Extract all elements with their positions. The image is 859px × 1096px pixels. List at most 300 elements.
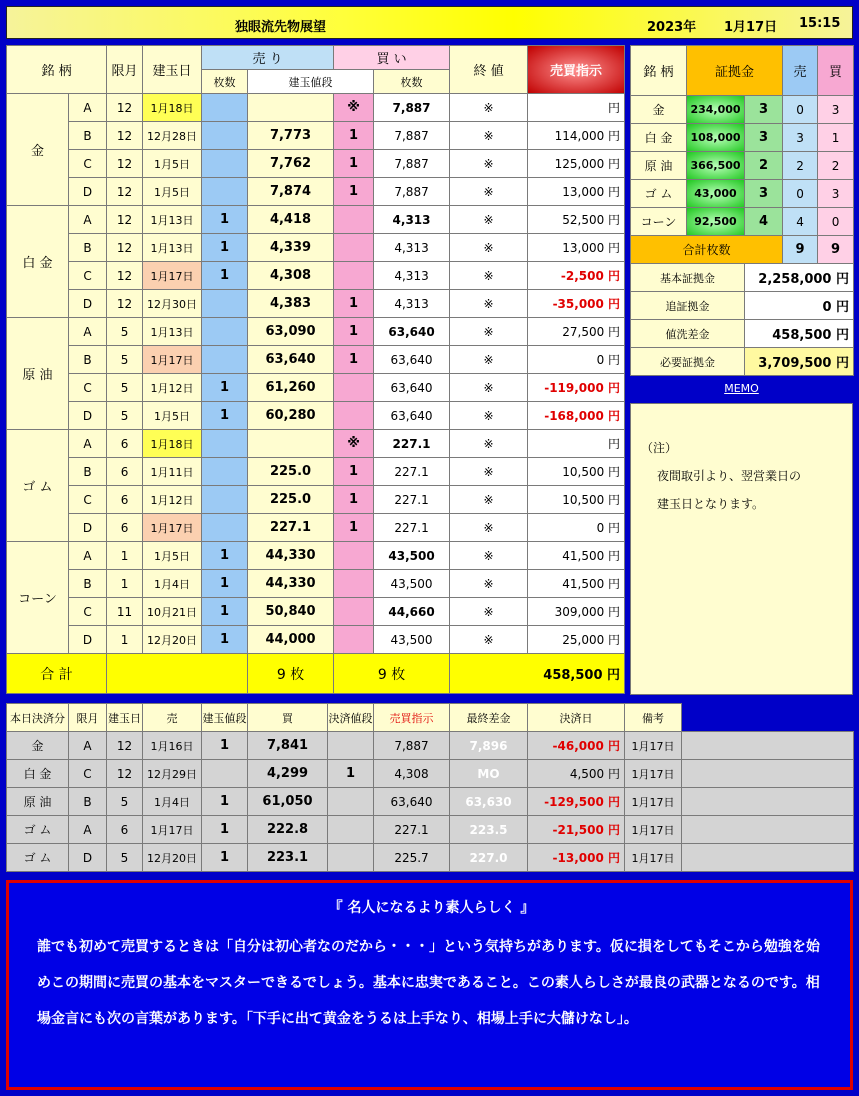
settle-col: 建玉値段	[202, 704, 248, 732]
series-cell: C	[69, 262, 107, 290]
sell-count-cell	[202, 346, 248, 374]
settle-row	[7, 760, 854, 788]
series-cell: C	[69, 150, 107, 178]
close-cell: 4,313	[374, 290, 450, 318]
month-cell: 5	[107, 402, 143, 430]
diff-cell: -35,000 円	[528, 290, 625, 318]
diff-cell: 10,500 円	[528, 458, 625, 486]
settle-day: 1月17日	[625, 732, 682, 760]
instruction-cell: ※	[450, 234, 528, 262]
instruction-cell: ※	[450, 262, 528, 290]
diff-cell: 25,000 円	[528, 626, 625, 654]
settle-close: 225.7	[374, 844, 450, 872]
margin-row	[631, 96, 854, 124]
settle-col: 決済日	[528, 704, 625, 732]
settle-buy	[328, 788, 374, 816]
summary-value: 2,258,000 円	[745, 264, 854, 292]
position-row	[7, 346, 625, 374]
side-col-sell: 売	[783, 46, 818, 96]
settle-close: 63,640	[374, 788, 450, 816]
date-cell: 1月11日	[143, 458, 202, 486]
entry-price-cell: 61,260	[248, 374, 334, 402]
position-row	[7, 150, 625, 178]
date-cell: 1月12日	[143, 374, 202, 402]
series-cell: D	[69, 178, 107, 206]
close-cell: 227.1	[374, 514, 450, 542]
group-name: 白 金	[7, 206, 69, 318]
margin-name: コーン	[631, 208, 687, 236]
col-instruction: 売買指示	[528, 46, 625, 94]
message-box	[6, 880, 853, 1090]
sell-count-cell	[202, 94, 248, 122]
diff-cell: 41,500 円	[528, 542, 625, 570]
settle-col: 本日決済分	[7, 704, 69, 732]
buy-count-cell	[334, 262, 374, 290]
buy-count-cell: 1	[334, 486, 374, 514]
instruction-cell: ※	[450, 430, 528, 458]
date-cell: 1月17日	[143, 346, 202, 374]
close-cell: 63,640	[374, 346, 450, 374]
group-name: コーン	[7, 542, 69, 654]
sell-count-cell: 1	[202, 234, 248, 262]
sell-count-cell	[202, 458, 248, 486]
margin-buy: 3	[818, 180, 854, 208]
entry-price-cell: 44,000	[248, 626, 334, 654]
margin-buy: 0	[818, 208, 854, 236]
month-cell: 1	[107, 542, 143, 570]
series-cell: C	[69, 374, 107, 402]
sell-count-cell	[202, 318, 248, 346]
margin-name: ゴ ム	[631, 180, 687, 208]
margin-count: 4	[745, 208, 783, 236]
summary-value: 3,709,500 円	[745, 348, 854, 376]
instruction-cell: ※	[450, 486, 528, 514]
page-title: 独眼流先物展望	[235, 20, 327, 35]
date-cell: 1月18日	[143, 94, 202, 122]
sell-count-cell	[202, 122, 248, 150]
margin-buy: 1	[818, 124, 854, 152]
settle-close: 4,308	[374, 760, 450, 788]
diff-cell: 0 円	[528, 514, 625, 542]
sell-count-cell: 1	[202, 262, 248, 290]
position-row	[7, 542, 625, 570]
settle-instruction: MO	[450, 760, 528, 788]
diff-cell: 0 円	[528, 346, 625, 374]
buy-count-cell: 1	[334, 122, 374, 150]
settle-col: 決済値段	[328, 704, 374, 732]
positions-table	[6, 45, 625, 694]
margin-sell: 0	[783, 96, 818, 124]
position-row	[7, 234, 625, 262]
month-cell: 5	[107, 346, 143, 374]
summary-value: 458,500 円	[745, 320, 854, 348]
series-cell: C	[69, 486, 107, 514]
series-cell: A	[69, 206, 107, 234]
entry-price-cell: 44,330	[248, 542, 334, 570]
sell-count-cell: 1	[202, 206, 248, 234]
month-cell: 12	[107, 206, 143, 234]
series-cell: B	[69, 122, 107, 150]
summary-row	[631, 320, 854, 348]
instruction-cell: ※	[450, 178, 528, 206]
settle-buy	[328, 844, 374, 872]
settle-row	[7, 732, 854, 760]
instruction-cell: ※	[450, 458, 528, 486]
diff-cell: 円	[528, 94, 625, 122]
instruction-cell: ※	[450, 598, 528, 626]
date-cell: 1月4日	[143, 570, 202, 598]
total-buy: 9 枚	[334, 654, 450, 694]
position-row	[7, 430, 625, 458]
entry-price-cell: 7,762	[248, 150, 334, 178]
settle-price: 223.1	[248, 844, 328, 872]
settle-day: 1月17日	[625, 788, 682, 816]
settle-month: 12	[107, 760, 143, 788]
memo-line: 建玉日となります。	[657, 497, 765, 511]
buy-count-cell: ※	[334, 94, 374, 122]
settle-price: 61,050	[248, 788, 328, 816]
settle-col: 建玉日	[107, 704, 143, 732]
settle-col: 備考	[625, 704, 682, 732]
total-count-buy: 9	[818, 236, 854, 264]
diff-cell: -2,500 円	[528, 262, 625, 290]
settle-col: 売買指示	[374, 704, 450, 732]
margin-sell: 0	[783, 180, 818, 208]
series-cell: B	[69, 346, 107, 374]
date-cell: 1月13日	[143, 234, 202, 262]
total-label: 合 計	[7, 654, 107, 694]
margin-row	[631, 180, 854, 208]
entry-price-cell: 4,418	[248, 206, 334, 234]
side-col-buy: 買	[818, 46, 854, 96]
date-cell: 1月13日	[143, 318, 202, 346]
col-buy: 買 い	[334, 46, 450, 70]
settle-series: B	[69, 788, 107, 816]
settle-month: 12	[107, 732, 143, 760]
close-cell: 43,500	[374, 542, 450, 570]
buy-count-cell: 1	[334, 514, 374, 542]
close-cell: 43,500	[374, 626, 450, 654]
instruction-cell: ※	[450, 318, 528, 346]
total-diff: 458,500 円	[450, 654, 625, 694]
col-buy-count: 枚数	[374, 70, 450, 94]
month-cell: 1	[107, 570, 143, 598]
position-row	[7, 94, 625, 122]
buy-count-cell	[334, 570, 374, 598]
settle-col: 買	[248, 704, 328, 732]
settle-day: 1月17日	[625, 816, 682, 844]
buy-count-cell: 1	[334, 318, 374, 346]
month-cell: 6	[107, 458, 143, 486]
close-cell: 4,313	[374, 234, 450, 262]
margin-count: 2	[745, 152, 783, 180]
entry-price-cell: 63,640	[248, 346, 334, 374]
series-cell: A	[69, 430, 107, 458]
close-cell: 7,887	[374, 122, 450, 150]
position-row	[7, 570, 625, 598]
instruction-cell: ※	[450, 150, 528, 178]
instruction-cell: ※	[450, 402, 528, 430]
instruction-cell: ※	[450, 374, 528, 402]
settle-col: 限月	[69, 704, 107, 732]
total-sell: 9 枚	[248, 654, 334, 694]
entry-price-cell: 60,280	[248, 402, 334, 430]
position-row	[7, 374, 625, 402]
entry-price-cell: 4,308	[248, 262, 334, 290]
sell-count-cell	[202, 150, 248, 178]
series-cell: B	[69, 234, 107, 262]
margin-value: 43,000	[687, 180, 745, 208]
message-body: 誰でも初めて売買するときは「自分は初心者なのだから・・・」という気持ちがあります。仮に損をしてもそこから勉強を始めこの期間に売買の基本をマスターできるでしょう。基本に忠実であること。この素人らしさが最良の武器となるのです。相場金言にも次の言葉があります。「下手に出て黄金をうるは上手なり、相場上手に大儲けなし」。	[37, 939, 820, 1027]
instruction-cell: ※	[450, 626, 528, 654]
settle-day: 1月17日	[625, 844, 682, 872]
position-row	[7, 262, 625, 290]
margin-sell: 3	[783, 124, 818, 152]
entry-price-cell	[248, 430, 334, 458]
date-cell: 1月5日	[143, 542, 202, 570]
summary-row	[631, 264, 854, 292]
series-cell: D	[69, 626, 107, 654]
margin-buy: 3	[818, 96, 854, 124]
diff-cell: 27,500 円	[528, 318, 625, 346]
margin-row	[631, 124, 854, 152]
settle-diff: 4,500 円	[528, 760, 625, 788]
series-cell: D	[69, 402, 107, 430]
sell-count-cell	[202, 430, 248, 458]
memo-box	[630, 403, 853, 695]
settle-buy	[328, 732, 374, 760]
summary-label: 必要証拠金	[631, 348, 745, 376]
summary-label: 追証拠金	[631, 292, 745, 320]
entry-price-cell	[248, 94, 334, 122]
settle-row	[7, 844, 854, 872]
sell-count-cell	[202, 514, 248, 542]
settle-close: 227.1	[374, 816, 450, 844]
date-cell: 12月30日	[143, 290, 202, 318]
series-cell: A	[69, 94, 107, 122]
close-cell: 44,660	[374, 598, 450, 626]
close-cell: 43,500	[374, 570, 450, 598]
sell-count-cell	[202, 290, 248, 318]
title-bar	[6, 6, 853, 39]
buy-count-cell: 1	[334, 178, 374, 206]
position-row	[7, 122, 625, 150]
margin-row	[631, 152, 854, 180]
month-cell: 6	[107, 430, 143, 458]
series-cell: C	[69, 598, 107, 626]
settle-date: 1月16日	[143, 732, 202, 760]
col-sell: 売 り	[202, 46, 334, 70]
settle-date: 12月20日	[143, 844, 202, 872]
margin-count: 3	[745, 124, 783, 152]
position-row	[7, 514, 625, 542]
instruction-cell: ※	[450, 122, 528, 150]
position-row	[7, 458, 625, 486]
total-count-sell: 9	[783, 236, 818, 264]
settle-note	[682, 760, 854, 788]
settle-name: ゴ ム	[7, 844, 69, 872]
settle-price: 4,299	[248, 760, 328, 788]
summary-label: 値洗差金	[631, 320, 745, 348]
margin-table	[630, 45, 854, 376]
series-cell: D	[69, 290, 107, 318]
margin-value: 108,000	[687, 124, 745, 152]
date-cell: 1月17日	[143, 262, 202, 290]
margin-value: 92,500	[687, 208, 745, 236]
diff-cell: 10,500 円	[528, 486, 625, 514]
month-cell: 12	[107, 94, 143, 122]
sell-count-cell: 1	[202, 374, 248, 402]
diff-cell: 13,000 円	[528, 234, 625, 262]
message-title: 『 名人になるより素人らしく 』	[328, 900, 535, 916]
margin-sell: 4	[783, 208, 818, 236]
position-row	[7, 486, 625, 514]
instruction-cell: ※	[450, 570, 528, 598]
close-cell: 227.1	[374, 458, 450, 486]
settle-diff: -129,500 円	[528, 788, 625, 816]
entry-price-cell: 4,383	[248, 290, 334, 318]
summary-label: 基本証拠金	[631, 264, 745, 292]
series-cell: B	[69, 458, 107, 486]
settle-col: 最終差金	[450, 704, 528, 732]
close-cell: 63,640	[374, 318, 450, 346]
position-row	[7, 318, 625, 346]
buy-count-cell	[334, 626, 374, 654]
settle-buy: 1	[328, 760, 374, 788]
settle-sell: 1	[202, 844, 248, 872]
month-cell: 12	[107, 290, 143, 318]
settle-day: 1月17日	[625, 760, 682, 788]
settle-note	[682, 844, 854, 872]
settle-note	[682, 788, 854, 816]
entry-price-cell: 7,773	[248, 122, 334, 150]
memo-line: （注）	[641, 441, 678, 455]
settle-series: D	[69, 844, 107, 872]
sell-count-cell: 1	[202, 598, 248, 626]
close-cell: 7,887	[374, 150, 450, 178]
position-row	[7, 290, 625, 318]
buy-count-cell: 1	[334, 346, 374, 374]
date-cell: 1月5日	[143, 402, 202, 430]
margin-name: 原 油	[631, 152, 687, 180]
month-cell: 5	[107, 318, 143, 346]
col-gengetsu: 限月	[107, 46, 143, 94]
date-cell: 1月17日	[143, 514, 202, 542]
position-row	[7, 598, 625, 626]
series-cell: A	[69, 318, 107, 346]
series-cell: A	[69, 542, 107, 570]
settle-date: 12月29日	[143, 760, 202, 788]
settle-diff: -46,000 円	[528, 732, 625, 760]
sell-count-cell	[202, 178, 248, 206]
settle-instruction: 223.5	[450, 816, 528, 844]
side-col-meigara: 銘 柄	[631, 46, 687, 96]
settle-sell: 1	[202, 816, 248, 844]
summary-row	[631, 292, 854, 320]
instruction-cell: ※	[450, 514, 528, 542]
diff-cell: 円	[528, 430, 625, 458]
month-cell: 12	[107, 262, 143, 290]
date-cell: 12月28日	[143, 122, 202, 150]
settle-date: 1月17日	[143, 816, 202, 844]
settle-series: A	[69, 816, 107, 844]
margin-buy: 2	[818, 152, 854, 180]
margin-sell: 2	[783, 152, 818, 180]
settle-buy	[328, 816, 374, 844]
diff-cell: 13,000 円	[528, 178, 625, 206]
close-cell: 7,887	[374, 94, 450, 122]
memo-link[interactable]: MEMO	[630, 378, 853, 400]
settle-note	[682, 732, 854, 760]
settle-sell: 1	[202, 788, 248, 816]
diff-cell: 52,500 円	[528, 206, 625, 234]
position-row	[7, 402, 625, 430]
margin-name: 白 金	[631, 124, 687, 152]
diff-cell: 114,000 円	[528, 122, 625, 150]
close-cell: 63,640	[374, 402, 450, 430]
month-cell: 6	[107, 514, 143, 542]
entry-price-cell: 225.0	[248, 486, 334, 514]
date-label: 1月17日	[724, 20, 778, 35]
col-sell-count: 枚数	[202, 70, 248, 94]
entry-price-cell: 4,339	[248, 234, 334, 262]
group-name: 金	[7, 94, 69, 206]
instruction-cell: ※	[450, 206, 528, 234]
settle-name: 原 油	[7, 788, 69, 816]
col-tategyokubi: 建玉日	[143, 46, 202, 94]
instruction-cell: ※	[450, 94, 528, 122]
year-label: 2023年	[647, 20, 697, 35]
close-cell: 4,313	[374, 262, 450, 290]
settle-col: 売	[143, 704, 202, 732]
settle-series: C	[69, 760, 107, 788]
settle-month: 5	[107, 788, 143, 816]
month-cell: 1	[107, 626, 143, 654]
buy-count-cell: ※	[334, 430, 374, 458]
sell-count-cell	[202, 486, 248, 514]
settlement-table	[6, 703, 854, 872]
summary-row	[631, 348, 854, 376]
settle-month: 5	[107, 844, 143, 872]
buy-count-cell	[334, 402, 374, 430]
sell-count-cell: 1	[202, 402, 248, 430]
settle-price: 7,841	[248, 732, 328, 760]
entry-price-cell: 50,840	[248, 598, 334, 626]
group-name: 原 油	[7, 318, 69, 430]
sell-count-cell: 1	[202, 626, 248, 654]
close-cell: 227.1	[374, 430, 450, 458]
close-cell: 63,640	[374, 374, 450, 402]
series-cell: D	[69, 514, 107, 542]
margin-count: 3	[745, 180, 783, 208]
close-cell: 7,887	[374, 178, 450, 206]
settle-instruction: 7,896	[450, 732, 528, 760]
entry-price-cell: 225.0	[248, 458, 334, 486]
close-cell: 227.1	[374, 486, 450, 514]
date-cell: 1月13日	[143, 206, 202, 234]
buy-count-cell	[334, 234, 374, 262]
settle-diff: -13,000 円	[528, 844, 625, 872]
time-label: 15:15	[799, 16, 841, 31]
settle-close: 7,887	[374, 732, 450, 760]
date-cell: 10月21日	[143, 598, 202, 626]
settle-sell	[202, 760, 248, 788]
month-cell: 12	[107, 234, 143, 262]
margin-count: 3	[745, 96, 783, 124]
buy-count-cell: 1	[334, 150, 374, 178]
date-cell: 1月18日	[143, 430, 202, 458]
date-cell: 12月20日	[143, 626, 202, 654]
